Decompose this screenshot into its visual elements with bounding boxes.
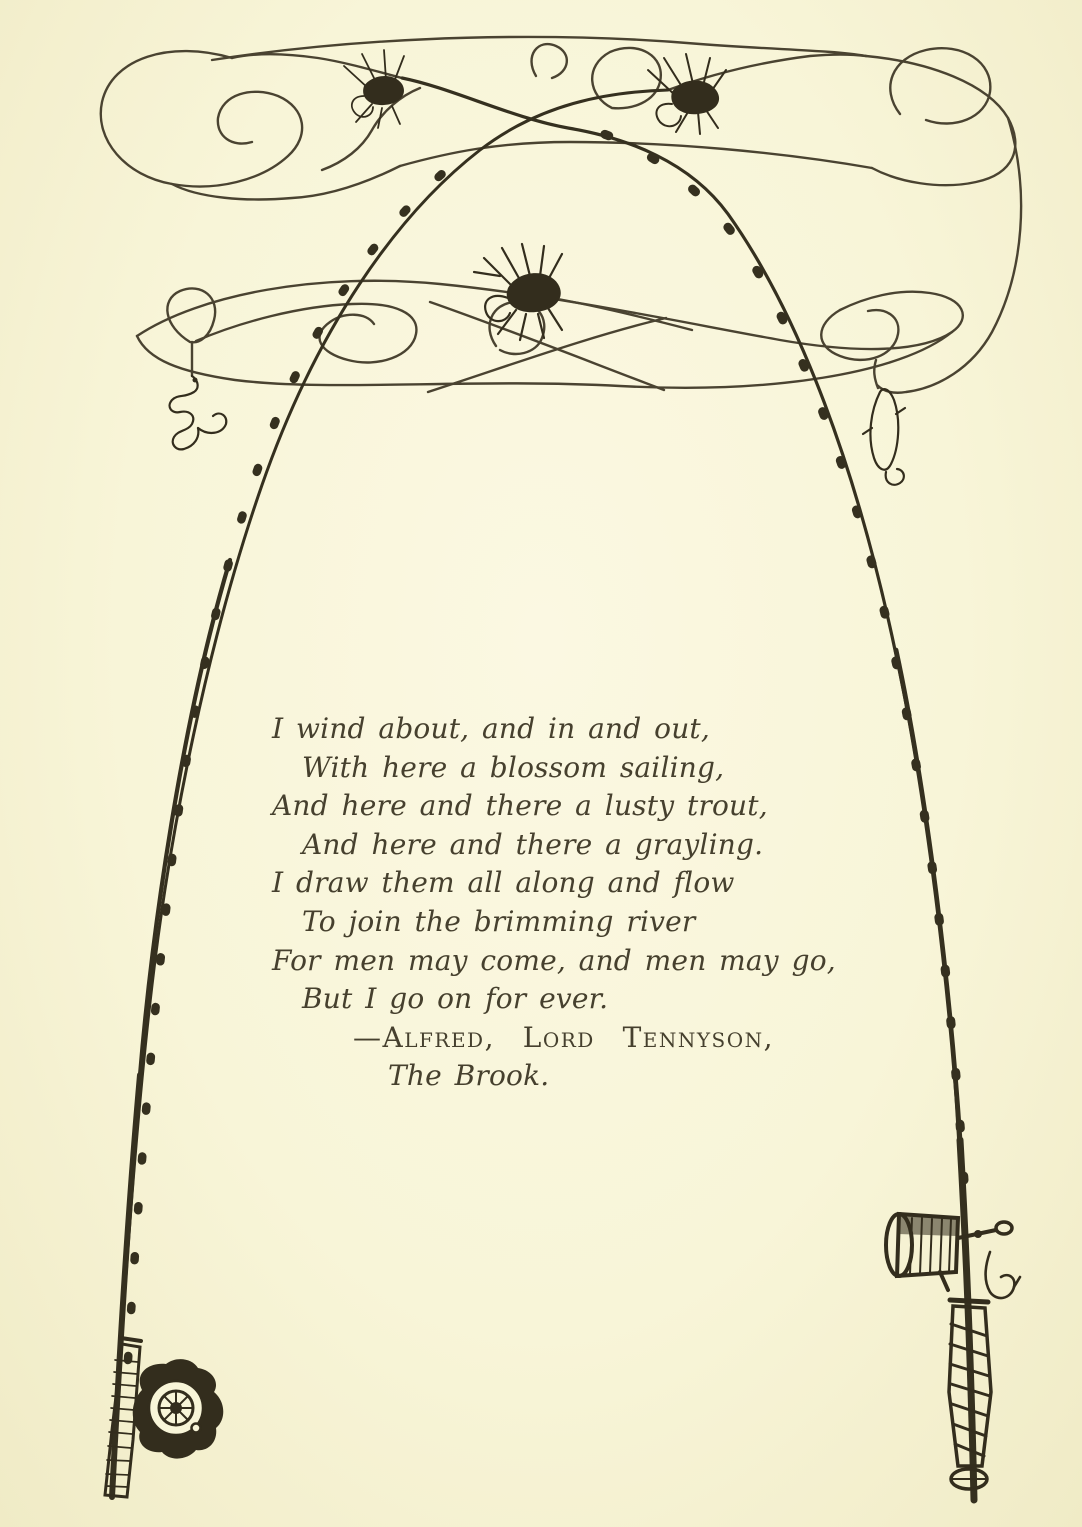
rod-hook xyxy=(985,1252,1020,1298)
fly-lure-left xyxy=(344,50,404,128)
minnow-bait xyxy=(863,389,905,485)
poem-line-4: And here and there a grayling. xyxy=(302,827,764,861)
fishing-line-loops xyxy=(101,37,1021,393)
poem-line-6: To join the brimming river xyxy=(302,904,696,938)
left-fly-reel xyxy=(133,1359,224,1459)
right-casting-reel xyxy=(886,1214,1012,1290)
poem xyxy=(272,710,836,1096)
fly-lure-center xyxy=(474,244,562,340)
poem-line-7: For men may come, and men may go, xyxy=(272,943,836,977)
poem-line-5: I draw them all along and flow xyxy=(272,866,735,900)
poem-line-8: But I go on for ever. xyxy=(302,982,609,1016)
poem-line-1: I wind about, and in and out, xyxy=(272,712,710,745)
poem-line-3: And here and there a lusty trout, xyxy=(272,789,768,823)
poem-line-2: With here a blossom sailing, xyxy=(302,750,725,784)
poem-attribution: —Alfred, Lord Tennyson, xyxy=(353,1020,775,1054)
grub-bait xyxy=(170,376,227,449)
reel-crank-handle xyxy=(996,1222,1012,1234)
poem-work-title: The Brook. xyxy=(388,1059,550,1093)
reel-crank-knob xyxy=(192,1424,201,1433)
